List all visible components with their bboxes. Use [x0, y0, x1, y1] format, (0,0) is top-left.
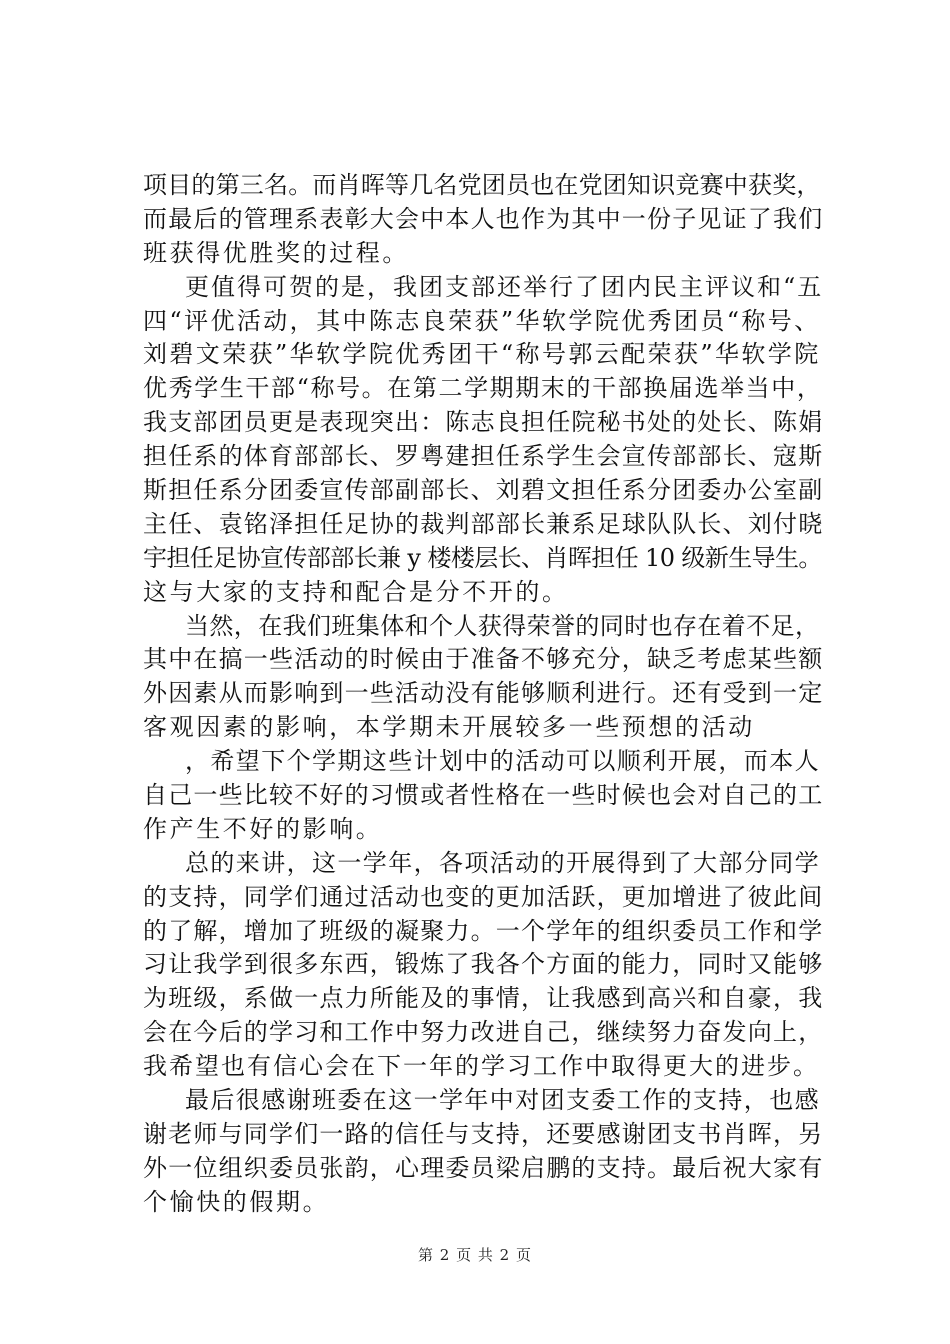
text-line: 习让我学到很多东西，锻炼了我各个方面的能力，同时又能够	[143, 950, 824, 979]
text-line: 更值得可贺的是，我团支部还举行了团内民主评议和“五	[185, 272, 824, 301]
text-line: 外一位组织委员张韵，心理委员梁启鹏的支持。最后祝大家有	[143, 1153, 824, 1182]
text-line: 班获得优胜奖的过程。	[143, 238, 409, 267]
text-line: 我希望也有信心会在下一年的学习工作中取得更大的进步。	[143, 1052, 819, 1081]
document-body	[143, 169, 823, 1220]
text-line: 担任系的体育部部长、罗粤建担任系学生会宣传部部长、寇斯	[143, 442, 824, 471]
text-line: 四“评优活动，其中陈志良荣获”华软学院优秀团员“称号、	[143, 306, 821, 335]
text-line: 会在今后的学习和工作中努力改进自己，继续努力奋发向上，	[143, 1018, 824, 1047]
text-line: 个愉快的假期。	[143, 1187, 330, 1216]
text-line: 为班级，系做一点力所能及的事情，让我感到高兴和自豪，我	[143, 984, 824, 1013]
text-line: 总的来讲，这一学年，各项活动的开展得到了大部分同学	[185, 848, 820, 877]
text-line: 这与大家的支持和配合是分不开的。	[143, 577, 569, 606]
text-line: 外因素从而影响到一些活动没有能够顺利进行。还有受到一定	[143, 679, 824, 708]
text-line: 当然，在我们班集体和个人获得荣誉的同时也存在着不足，	[185, 611, 820, 640]
page-footer: 第 2 页 共 2 页	[418, 1246, 532, 1264]
text-line: 自己一些比较不好的习惯或者性格在一些时候也会对自己的工	[143, 781, 824, 810]
text-line: 其中在搞一些活动的时候由于准备不够充分，缺乏考虑某些额	[143, 645, 824, 674]
text-line: 优秀学生干部“称号。在第二学期期末的干部换届选举当中，	[143, 374, 823, 403]
text-line: 谢老师与同学们一路的信任与支持，还要感谢团支书肖晖，另	[143, 1119, 824, 1148]
text-line: 的了解，增加了班级的凝聚力。一个学年的组织委员工作和学	[143, 916, 824, 945]
text-line: 主任、袁铭泽担任足协的裁判部部长兼系足球队队长、刘付晓	[143, 509, 824, 538]
text-line: 的支持，同学们通过活动也变的更加活跃，更加增进了彼此间	[143, 882, 824, 911]
text-line: 我支部团员更是表现突出：陈志良担任院秘书处的处长、陈娟	[143, 408, 824, 437]
text-line: 最后很感谢班委在这一学年中对团支委工作的支持，也感	[185, 1086, 820, 1115]
text-line: 刘碧文荣获”华软学院优秀团干“称号郭云配荣获”华软学院	[143, 340, 821, 369]
text-line: 而最后的管理系表彰大会中本人也作为其中一份子见证了我们	[143, 204, 824, 233]
text-line: 客观因素的影响，本学期未开展较多一些预想的活动	[143, 713, 755, 742]
text-line: 斯担任系分团委宣传部副部长、刘碧文担任系分团委办公室副	[143, 476, 824, 505]
text-line: 项目的第三名。而肖晖等几名党团员也在党团知识竞赛中获奖，	[143, 171, 821, 199]
text-line: 宇担任足协宣传部部长兼 y 楼楼层长、肖晖担任 10 级新生导生。	[143, 543, 822, 572]
text-line: ，希望下个学期这些计划中的活动可以顺利开展，而本人	[185, 747, 820, 776]
text-line: 作产生不好的影响。	[143, 814, 383, 843]
